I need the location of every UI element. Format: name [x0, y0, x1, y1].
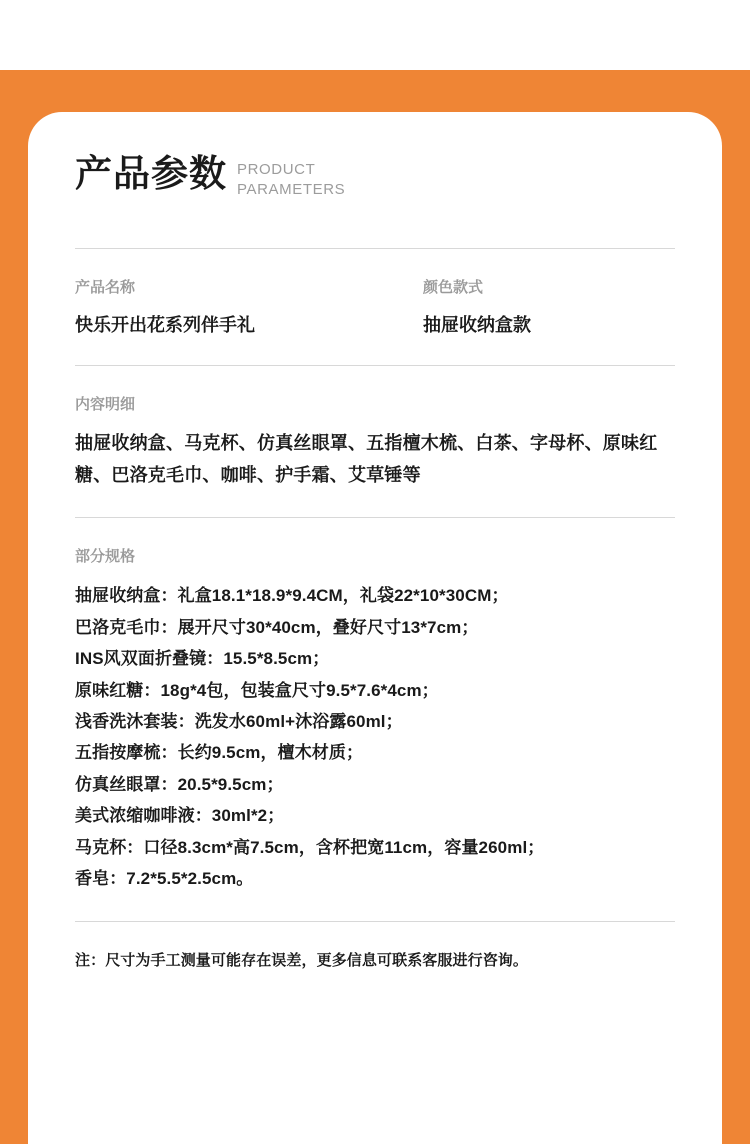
product-name-field: [75, 276, 423, 340]
page-title-en: [237, 160, 345, 201]
page-title-en-line2: PARAMETERS: [237, 181, 346, 199]
specs-label: 部分规格: [75, 548, 136, 566]
footer-note-block: [75, 922, 675, 970]
page-title: [75, 154, 675, 201]
spec-line: 马克杯：口径8.3cm*高7.5cm，含杯把宽11cm，容量260ml；: [75, 837, 545, 857]
specs-block: [75, 518, 675, 920]
spec-line: 原味红糖：18g*4包，包装盒尺寸9.5*7.6*4cm；: [75, 680, 439, 700]
spec-line: INS风双面折叠镜：15.5*8.5cm；: [75, 649, 330, 669]
spec-line: 仿真丝眼罩：20.5*9.5cm；: [75, 774, 284, 794]
specs-list: [75, 580, 675, 894]
basic-info-row: [75, 276, 675, 340]
card-inner: [75, 146, 675, 970]
spec-line: 抽屉收纳盒：礼盒18.1*18.9*9.4CM，礼袋22*10*30CM；: [75, 586, 509, 606]
page-title-cn: 产品参数: [75, 153, 227, 194]
footer-note: 注：尺寸为手工测量可能存在误差，更多信息可联系客服进行咨询。: [75, 951, 529, 969]
spacer-after-title: [75, 201, 675, 248]
basic-info-block: [75, 249, 675, 366]
spec-line: 浅香洗沐套装：洗发水60ml+沐浴露60ml；: [75, 712, 403, 732]
page-title-en-line1: PRODUCT: [237, 161, 316, 178]
product-name-value: 快乐开出花系列伴手礼: [75, 314, 255, 335]
color-style-field: [423, 276, 675, 340]
spec-line: 美式浓缩咖啡液：30ml*2；: [75, 806, 285, 826]
content-card: [28, 112, 722, 1144]
spec-line: 香皂：7.2*5.5*2.5cm。: [75, 869, 254, 889]
contents-label: 内容明细: [75, 396, 136, 414]
spec-line: 五指按摩梳：长约9.5cm，檀木材质；: [75, 743, 364, 763]
product-name-label: 产品名称: [75, 278, 136, 296]
contents-block: [75, 366, 675, 517]
spec-line: 巴洛克毛巾：展开尺寸30*40cm，叠好尺寸13*7cm；: [75, 617, 479, 637]
color-style-value: 抽屉收纳盒款: [423, 314, 531, 335]
contents-value: 抽屉收纳盒、马克杯、仿真丝眼罩、五指檀木梳、白茶、字母杯、原味红糖、巴洛克毛巾、咖啡、护手霜、艾草锤等: [75, 433, 658, 485]
color-style-label: 颜色款式: [423, 278, 484, 296]
